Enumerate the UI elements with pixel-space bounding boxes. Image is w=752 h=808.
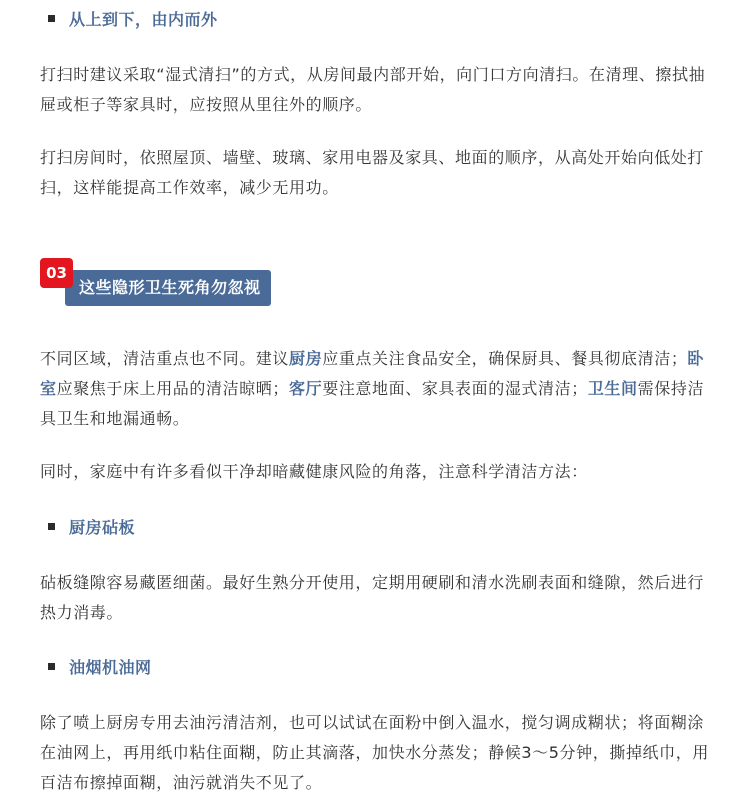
square-bullet-icon (48, 15, 55, 22)
section-title: 这些隐形卫生死角勿忽视 (79, 278, 261, 297)
section-number-badge: 03 (40, 258, 73, 288)
paragraph-range-hood: 除了喷上厨房专用去油污清洁剂，也可以试试在面粉中倒入温水，搅匀调成糊状；将面糊涂在油网上，再用纸巾粘住面糊，防止其滴落，加快水分蒸发；静候3～5分钟，撕掉纸巾，用百洁布擦掉面糊，油污就消失不见了。 (40, 713, 709, 792)
text-segment: 要注意地面、家具表面的湿式清洁； (322, 379, 588, 398)
highlight-kitchen: 厨房 (289, 349, 323, 368)
paragraph-cleaning-order: 打扫房间时，依照屋顶、墙壁、玻璃、家用电器及家具、地面的顺序，从高处开始向低处打扫，这样能提高工作效率，减少无用功。 (40, 148, 705, 197)
bullet-heading-label: 从上到下，由内而外 (69, 9, 218, 29)
paragraph-area-focus (40, 344, 720, 434)
highlight-living-room: 客厅 (289, 379, 323, 398)
section-title-box (65, 270, 271, 306)
highlight-bedroom: 卧室 (40, 349, 705, 398)
paragraph-cutting-board: 砧板缝隙容易藏匿细菌。最好生熟分开使用，定期用硬刷和清水洗刷表面和缝隙，然后进行热力消毒。 (40, 573, 705, 622)
bullet-heading-range-hood (48, 651, 152, 681)
bullet-heading-label: 油烟机油网 (69, 657, 152, 677)
bullet-heading-label: 厨房砧板 (69, 517, 136, 537)
bullet-heading-cutting-board (48, 511, 135, 541)
square-bullet-icon (48, 663, 55, 670)
paragraph-hidden-corners: 同时，家庭中有许多看似干净却暗藏健康风险的角落，注意科学清洁方法： (40, 462, 588, 481)
text-segment: 不同区域，清洁重点也不同。建议 (40, 349, 290, 368)
highlight-bathroom: 卫生间 (587, 379, 638, 398)
paragraph-wet-cleaning: 打扫时建议采取“湿式清扫”的方式，从房间最内部开始，向门口方向清扫。在清理、擦拭抽屉或柜子等家具时，应按照从里往外的顺序。 (40, 65, 706, 114)
square-bullet-icon (48, 523, 55, 530)
text-segment: 应聚焦于床上用品的清洁晾晒； (56, 379, 290, 398)
text-segment: 需保持洁具卫生和地漏通畅。 (40, 379, 705, 428)
bullet-heading-top-to-bottom (48, 3, 218, 33)
text-segment: 应重点关注食品安全，确保厨具、餐具彻底清洁； (322, 349, 688, 368)
